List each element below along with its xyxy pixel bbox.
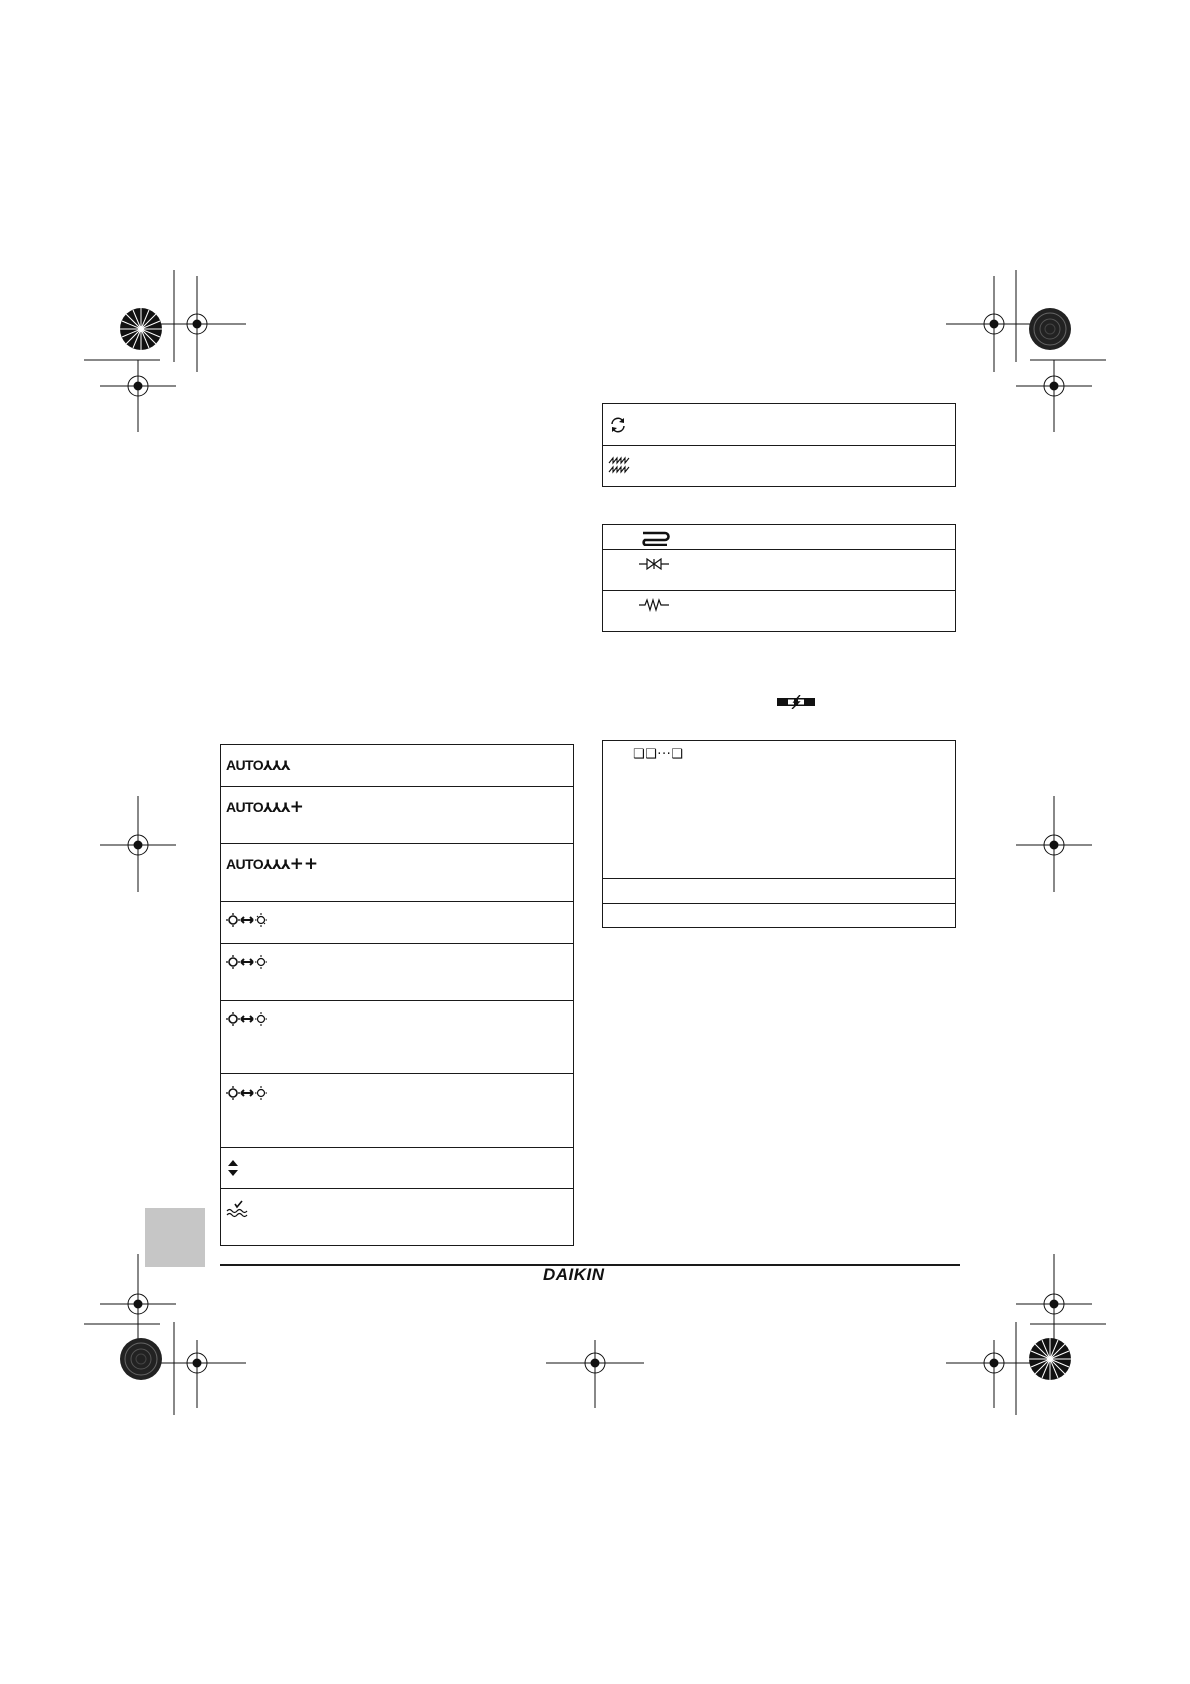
- table-row-divider: [221, 943, 573, 944]
- fan-speed-auto-plus-icon: AUTO⅄⅄⅄+: [226, 797, 304, 817]
- address-boxes-icon: ❑❑···❑: [633, 747, 684, 762]
- heater-zigzag-icon: [608, 456, 630, 474]
- right-symbol-table-2: [602, 524, 956, 632]
- registration-crosshair-icon: [100, 796, 176, 892]
- sunburst-target-icon: [120, 308, 162, 350]
- fan-speed-auto-plus-plus-icon: AUTO⅄⅄⅄++: [226, 854, 319, 874]
- table-row-divider: [221, 1000, 573, 1001]
- cool-heat-changeover-icon: [226, 1012, 268, 1026]
- resistor-icon: [639, 598, 669, 612]
- table-row-divider: [603, 445, 955, 446]
- right-symbol-table-1: [602, 403, 956, 487]
- table-row-divider: [221, 1147, 573, 1148]
- registration-crosshair-icon: [148, 276, 246, 372]
- rotation-arrows-icon: [609, 416, 627, 434]
- table-row-divider: [221, 901, 573, 902]
- registration-crosshair-icon: [546, 1340, 644, 1408]
- sunburst-target-icon: [1029, 1338, 1071, 1380]
- registration-crosshair-icon: [946, 276, 1042, 372]
- table-row-divider: [603, 903, 955, 904]
- water-check-icon: [226, 1200, 250, 1218]
- registration-crosshair-icon: [100, 360, 176, 432]
- right-symbol-table-3: [602, 740, 956, 928]
- cool-heat-changeover-icon: [226, 1086, 268, 1100]
- registration-crosshair-icon: [1016, 796, 1092, 892]
- sunburst-target-icon: [1029, 308, 1071, 350]
- registration-crosshair-icon: [1016, 1254, 1092, 1350]
- pipe-coil-icon: [639, 530, 671, 546]
- registration-crosshair-icon: [946, 1340, 1042, 1408]
- table-row-divider: [603, 549, 955, 550]
- disconnect-link-icon: [776, 695, 816, 709]
- left-symbol-table: [220, 744, 574, 1246]
- cool-heat-changeover-icon: [226, 955, 268, 969]
- table-row-divider: [603, 590, 955, 591]
- sunburst-target-icon: [120, 1338, 162, 1380]
- table-row-divider: [221, 1073, 573, 1074]
- table-row-divider: [221, 786, 573, 787]
- cool-heat-changeover-icon: [226, 913, 268, 927]
- svg-text:DAIKIN: DAIKIN: [543, 1265, 605, 1283]
- up-down-arrow-icon: [227, 1159, 239, 1177]
- registration-crosshair-icon: [1016, 360, 1092, 432]
- table-row-divider: [221, 1188, 573, 1189]
- fan-speed-auto-icon: AUTO⅄⅄⅄: [226, 757, 290, 774]
- daikin-logo: [540, 1265, 630, 1283]
- table-row-divider: [221, 843, 573, 844]
- valve-icon: [639, 557, 669, 571]
- registration-crosshair-icon: [148, 1340, 246, 1408]
- table-row-divider: [603, 878, 955, 879]
- section-tab-marker: [145, 1208, 205, 1267]
- registration-crosshair-icon: [100, 1254, 176, 1350]
